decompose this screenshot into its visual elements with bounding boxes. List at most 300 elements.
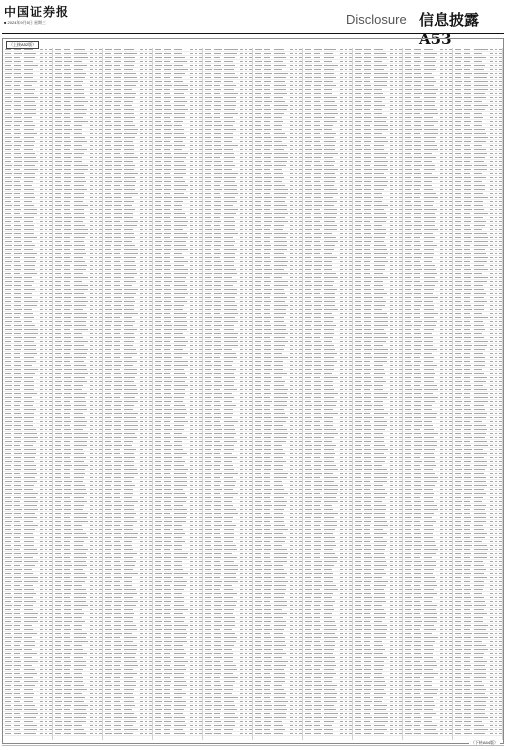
table-cell xyxy=(49,609,52,610)
table-cell xyxy=(5,153,12,154)
table-cell xyxy=(64,165,71,166)
table-cell xyxy=(95,505,97,506)
table-cell xyxy=(24,677,33,678)
table-cell xyxy=(95,133,98,134)
table-cell xyxy=(55,717,61,718)
table-cell xyxy=(49,369,52,370)
table-cell xyxy=(90,557,93,558)
table-cell xyxy=(5,389,13,390)
table-cell xyxy=(64,197,71,198)
table-cell xyxy=(40,693,43,694)
table-cell xyxy=(40,637,43,638)
table-cell xyxy=(45,333,48,334)
table-cell xyxy=(105,137,113,138)
table-cell xyxy=(95,289,98,290)
table-cell xyxy=(5,137,12,138)
table-cell xyxy=(90,377,93,378)
table-cell xyxy=(49,65,53,66)
table-cell xyxy=(140,141,143,142)
table-cell xyxy=(90,585,93,586)
table-cell xyxy=(124,153,135,154)
table-cell xyxy=(24,433,37,434)
table-cell xyxy=(55,405,63,406)
table-cell xyxy=(14,489,22,490)
table-cell xyxy=(95,497,97,498)
table-cell xyxy=(99,345,103,346)
table-cell xyxy=(105,121,112,122)
table-cell xyxy=(55,109,61,110)
table-cell xyxy=(95,353,98,354)
table-cell xyxy=(64,101,70,102)
table-cell xyxy=(49,177,52,178)
table-cell xyxy=(64,65,70,66)
table-cell xyxy=(64,325,72,326)
table-cell xyxy=(49,193,53,194)
table-cell xyxy=(95,665,98,666)
table-cell xyxy=(14,309,22,310)
table-cell xyxy=(99,117,103,118)
table-cell xyxy=(40,341,43,342)
table-cell xyxy=(90,165,93,166)
table-cell xyxy=(149,217,152,218)
table-cell xyxy=(99,373,103,374)
table-cell xyxy=(14,289,21,290)
table-cell xyxy=(5,61,12,62)
table-cell xyxy=(24,705,36,706)
table-cell xyxy=(40,393,43,394)
table-cell xyxy=(40,269,43,270)
table-cell xyxy=(64,577,70,578)
table-cell xyxy=(24,721,33,722)
table-cell xyxy=(145,89,148,90)
table-cell xyxy=(45,293,47,294)
table-cell xyxy=(40,461,43,462)
table-cell xyxy=(55,277,63,278)
table-cell xyxy=(90,457,93,458)
table-cell xyxy=(5,589,11,590)
table-cell xyxy=(14,445,20,446)
table-cell xyxy=(105,217,111,218)
table-cell xyxy=(49,273,53,274)
table-cell xyxy=(55,633,61,634)
table-cell xyxy=(45,717,48,718)
table-cell xyxy=(24,637,33,638)
table-cell xyxy=(5,433,12,434)
table-cell xyxy=(45,121,47,122)
table-cell xyxy=(95,53,98,54)
table-cell xyxy=(5,233,13,234)
table-cell xyxy=(24,553,38,554)
table-cell xyxy=(149,133,152,134)
table-cell xyxy=(74,373,88,374)
table-cell xyxy=(149,61,152,62)
table-cell xyxy=(105,133,112,134)
table-cell xyxy=(45,265,48,266)
table-cell xyxy=(24,137,35,138)
table-cell xyxy=(14,701,20,702)
table-cell xyxy=(95,365,97,366)
table-cell xyxy=(49,225,53,226)
table-cell xyxy=(45,509,48,510)
table-cell xyxy=(40,197,43,198)
table-cell xyxy=(55,89,61,90)
table-cell xyxy=(74,665,86,666)
table-cell xyxy=(40,353,43,354)
table-cell xyxy=(40,565,43,566)
table-cell xyxy=(14,609,20,610)
table-cell xyxy=(95,509,97,510)
table-cell xyxy=(105,109,112,110)
table-cell xyxy=(140,245,143,246)
table-cell xyxy=(49,493,52,494)
table-cell xyxy=(99,341,102,342)
table-cell xyxy=(24,501,38,502)
table-cell xyxy=(24,353,37,354)
table-cell xyxy=(55,125,63,126)
table-cell xyxy=(74,161,83,162)
table-cell xyxy=(140,229,143,230)
table-cell xyxy=(145,105,147,106)
table-cell xyxy=(40,161,43,162)
table-cell xyxy=(45,93,48,94)
table-cell xyxy=(95,333,98,334)
table-cell xyxy=(45,673,48,674)
table-cell xyxy=(64,633,70,634)
table-cell xyxy=(74,133,82,134)
table-cell xyxy=(40,629,43,630)
table-cell xyxy=(45,273,48,274)
table-cell xyxy=(64,465,72,466)
table-cell xyxy=(45,189,48,190)
table-cell xyxy=(99,273,102,274)
table-cell xyxy=(145,141,148,142)
table-cell xyxy=(149,253,152,254)
table-cell xyxy=(40,449,43,450)
table-cell xyxy=(5,217,13,218)
table-cell xyxy=(95,69,97,70)
table-cell xyxy=(124,61,136,62)
table-cell xyxy=(5,165,13,166)
table-cell xyxy=(40,261,43,262)
table-cell xyxy=(90,313,93,314)
table-cell xyxy=(49,677,52,678)
table-cell xyxy=(45,217,48,218)
table-cell xyxy=(55,73,63,74)
table-cell xyxy=(64,613,71,614)
table-cell xyxy=(105,241,113,242)
table-cell xyxy=(40,289,43,290)
table-cell xyxy=(74,421,88,422)
table-cell xyxy=(55,613,61,614)
table-cell xyxy=(49,573,52,574)
table-cell xyxy=(49,301,53,302)
table-cell xyxy=(14,245,22,246)
table-cell xyxy=(55,517,61,518)
table-cell xyxy=(5,513,12,514)
table-cell xyxy=(74,545,84,546)
table-cell xyxy=(74,621,86,622)
table-cell xyxy=(74,141,87,142)
table-cell xyxy=(14,301,21,302)
table-cell xyxy=(14,389,20,390)
table-cell xyxy=(45,153,48,154)
table-cell xyxy=(24,589,35,590)
table-cell xyxy=(45,205,48,206)
table-cell xyxy=(90,169,93,170)
table-cell xyxy=(5,597,13,598)
table-cell xyxy=(5,505,12,506)
table-cell xyxy=(64,717,72,718)
table-cell xyxy=(64,725,72,726)
table-cell xyxy=(145,189,147,190)
table-cell xyxy=(99,697,102,698)
table-cell xyxy=(14,161,22,162)
table-cell xyxy=(90,329,93,330)
table-cell xyxy=(90,405,93,406)
table-cell xyxy=(49,649,53,650)
table-cell xyxy=(64,529,71,530)
table-cell xyxy=(5,605,13,606)
table-cell xyxy=(99,161,102,162)
table-cell xyxy=(55,93,62,94)
table-cell xyxy=(55,509,63,510)
table-cell xyxy=(45,465,47,466)
table-cell xyxy=(49,309,52,310)
table-cell xyxy=(40,89,43,90)
table-cell xyxy=(149,225,153,226)
table-cell xyxy=(55,217,63,218)
table-cell xyxy=(24,653,38,654)
table-cell xyxy=(90,193,93,194)
table-cell xyxy=(5,261,12,262)
table-cell xyxy=(64,149,70,150)
table-cell xyxy=(14,165,22,166)
table-cell xyxy=(14,277,22,278)
table-cell xyxy=(14,153,21,154)
table-cell xyxy=(49,329,52,330)
table-cell xyxy=(95,389,98,390)
table-cell xyxy=(95,109,97,110)
table-cell xyxy=(149,233,152,234)
table-cell xyxy=(95,209,98,210)
table-cell xyxy=(55,353,61,354)
table-cell xyxy=(24,257,36,258)
table-cell xyxy=(5,289,11,290)
table-cell xyxy=(24,65,39,66)
table-cell xyxy=(40,249,43,250)
table-cell xyxy=(95,229,98,230)
table-cell xyxy=(40,581,43,582)
table-cell xyxy=(45,645,48,646)
table-cell xyxy=(64,301,71,302)
table-cell xyxy=(64,49,70,50)
table-cell xyxy=(140,197,143,198)
table-cell xyxy=(14,617,21,618)
table-cell xyxy=(45,229,47,230)
table-cell xyxy=(55,61,63,62)
table-cell xyxy=(64,469,70,470)
table-cell xyxy=(5,717,12,718)
table-cell xyxy=(99,441,102,442)
table-cell xyxy=(74,409,87,410)
table-cell xyxy=(45,101,47,102)
table-cell xyxy=(95,85,98,86)
table-cell xyxy=(55,393,63,394)
table-cell xyxy=(40,701,43,702)
table-cell xyxy=(24,609,33,610)
table-cell xyxy=(49,545,53,546)
table-cell xyxy=(24,289,36,290)
table-cell xyxy=(99,225,103,226)
table-cell xyxy=(95,489,98,490)
table-cell xyxy=(90,489,93,490)
table-cell xyxy=(64,205,70,206)
table-cell xyxy=(99,417,102,418)
table-cell xyxy=(64,237,70,238)
table-cell xyxy=(95,673,98,674)
table-cell xyxy=(14,657,20,658)
table-cell xyxy=(99,641,102,642)
table-cell xyxy=(5,421,13,422)
table-cell xyxy=(40,157,43,158)
table-cell xyxy=(45,629,48,630)
table-cell xyxy=(45,85,48,86)
table-cell xyxy=(24,557,34,558)
table-cell xyxy=(24,517,37,518)
table-cell xyxy=(49,421,52,422)
table-cell xyxy=(64,597,70,598)
table-cell xyxy=(95,93,97,94)
table-cell xyxy=(64,697,72,698)
table-cell xyxy=(145,213,147,214)
table-cell xyxy=(105,161,112,162)
table-cell xyxy=(40,201,43,202)
table-cell xyxy=(24,689,33,690)
table-cell xyxy=(55,705,62,706)
table-cell xyxy=(99,305,103,306)
table-cell xyxy=(49,269,53,270)
table-cell xyxy=(24,449,37,450)
table-cell xyxy=(99,289,102,290)
table-cell xyxy=(74,225,86,226)
table-cell xyxy=(114,57,121,58)
table-cell xyxy=(64,141,71,142)
table-cell xyxy=(95,349,98,350)
table-cell xyxy=(55,185,63,186)
table-cell xyxy=(55,349,63,350)
table-cell xyxy=(49,697,52,698)
table-cell xyxy=(64,305,72,306)
table-cell xyxy=(49,489,52,490)
table-cell xyxy=(114,65,120,66)
table-cell xyxy=(55,421,63,422)
table-cell xyxy=(124,189,136,190)
table-cell xyxy=(74,413,84,414)
table-cell xyxy=(55,457,62,458)
table-cell xyxy=(90,289,93,290)
table-cell xyxy=(14,709,22,710)
table-cell xyxy=(24,97,38,98)
table-cell xyxy=(45,325,48,326)
table-cell xyxy=(105,141,111,142)
table-cell xyxy=(105,145,112,146)
table-cell xyxy=(95,437,97,438)
table-cell xyxy=(74,249,86,250)
table-cell xyxy=(90,633,93,634)
table-cell xyxy=(95,417,97,418)
table-cell xyxy=(64,665,71,666)
table-cell xyxy=(149,149,152,150)
table-cell xyxy=(49,565,52,566)
table-cell xyxy=(95,617,98,618)
table-cell xyxy=(45,309,48,310)
table-cell xyxy=(64,213,71,214)
table-cell xyxy=(14,461,21,462)
table-cell xyxy=(5,661,13,662)
table-cell xyxy=(49,517,53,518)
table-cell xyxy=(140,133,143,134)
table-cell xyxy=(74,445,88,446)
table-cell xyxy=(99,497,103,498)
table-cell xyxy=(45,337,48,338)
table-cell xyxy=(99,253,103,254)
table-cell xyxy=(99,97,102,98)
table-cell xyxy=(90,653,93,654)
table-cell xyxy=(90,421,93,422)
table-cell xyxy=(114,113,121,114)
table-cell xyxy=(45,581,48,582)
table-cell xyxy=(45,177,48,178)
table-cell xyxy=(55,209,62,210)
table-cell xyxy=(90,97,93,98)
table-cell xyxy=(5,205,13,206)
table-cell xyxy=(64,705,71,706)
table-cell xyxy=(95,445,98,446)
table-cell xyxy=(14,669,20,670)
table-cell xyxy=(95,309,98,310)
table-cell xyxy=(90,277,93,278)
table-cell xyxy=(95,493,98,494)
table-cell xyxy=(55,345,62,346)
table-cell xyxy=(49,161,53,162)
table-cell xyxy=(145,137,148,138)
table-cell xyxy=(45,145,47,146)
table-cell xyxy=(49,165,53,166)
table-cell xyxy=(74,157,82,158)
table-cell xyxy=(49,205,52,206)
table-cell xyxy=(99,489,103,490)
table-cell xyxy=(40,665,43,666)
table-cell xyxy=(90,645,93,646)
table-cell xyxy=(99,521,102,522)
table-cell xyxy=(90,729,93,730)
table-cell xyxy=(99,113,102,114)
table-cell xyxy=(114,221,120,222)
table-cell xyxy=(64,617,72,618)
table-cell xyxy=(24,265,35,266)
table-cell xyxy=(99,205,102,206)
table-cell xyxy=(99,617,103,618)
table-cell xyxy=(45,713,48,714)
table-cell xyxy=(45,449,48,450)
table-cell xyxy=(14,57,20,58)
table-cell xyxy=(149,205,153,206)
table-cell xyxy=(145,165,148,166)
table-cell xyxy=(74,629,83,630)
table-cell xyxy=(5,649,13,650)
table-cell xyxy=(64,277,71,278)
table-cell xyxy=(45,361,47,362)
